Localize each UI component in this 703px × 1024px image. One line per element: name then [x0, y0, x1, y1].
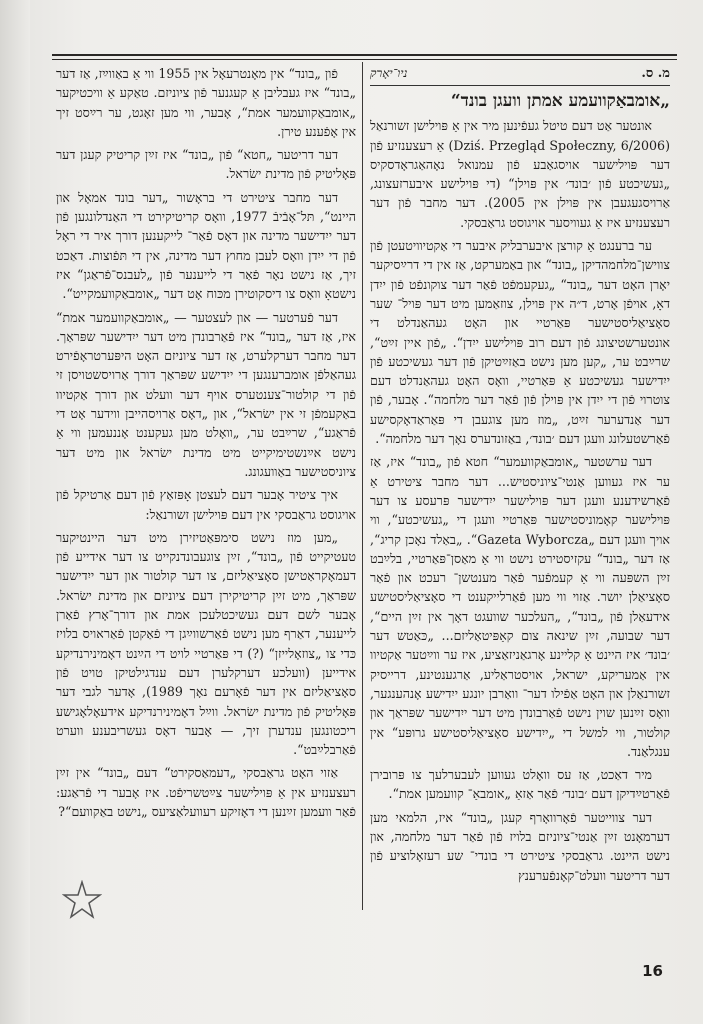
column-divider [362, 62, 363, 910]
header-rule-thin [52, 59, 677, 60]
paragraph: דער מחבר ציטירט די בראָשור „דער בונד אמאָל און היינט“, תּל־אָבֿיבֿ 1977, וואָס קריטיקירט די האַנדלונגען פֿון דער ייִדישער מדינה און דאָס פֿאַר־ לייקענען דורך איר די ראָל פֿון די ייִדן וואָס לעבן מחוץ דער מדינה, אין די תּפֿוצות. דאַכט זיך, אַז נישט נאָר פֿאַר די לייענער פֿון „לעבנס־פֿראַגן“ איז נישטאָ וואָס צו דיסקוטירן מכּוח אָט דער „אומבאַקוועמקייט“. [56, 189, 356, 302]
binding-shadow [0, 0, 30, 1024]
paragraph: אַזוי האָט גראַבסקי „דעמאַסקירט“ דעם „בונד“ אין זײַן רעצענזיע אין אַ פּוילישער צײַטשריפֿט. איז אָבער די פֿראַגע: פֿאַר וועמען זײַנען די דאָזיקע רעוועלאַציעס „נישט באַקוועם“? [56, 765, 356, 819]
paragraph: איך ציטיר אָבער דעם לעצטן אָפּזאַץ פֿון דעם אַרטיקל פֿון אויגוסט גראַבסקי אין דעם פּוילישן זשורנאַל: [56, 487, 356, 522]
paragraph: מיר דאַכט, אַז עס וואָלט געווען לעבערלעך צו פּרובירן פֿאַרטײַדיקן דעם ׳בונד׳ פֿאַר אַזאַ „אומבאַ־ קוועמען אמת“. [370, 767, 670, 802]
page-number: 16 [642, 962, 663, 980]
author: מ. ס. [641, 66, 670, 81]
paragraph: דער צווייטער פֿאָרוואָרף קעגן „בונד“ איז, הלמאי מען דערמאָנט זײַן אַנטי־ציוניזם בלויז פֿון פֿאַר דער מלחמה, און נישט היינט. גראַבסקי ציטירט די בונדי־ שע רעזאָלוציע פֿון דער דריטער וועלט־קאָנפֿערענץ [370, 809, 670, 883]
header-rule [52, 54, 677, 56]
location: ניו־יאָרק [370, 66, 408, 80]
paragraph: דער ערשטער „אומבאַקוועמער“ חטא פֿון „בונד“ איז, אַז ער איז געווען אַנטי־ציוניסטיש... דער מחבר ציטירט אַ פֿאַרשידענע וועגן דער פּוילישער ייִדישער פּרעסע צו דער פּוילישער קאָמוניסטישער פּאַרטיי וועגן די „געשיכטע“, ווי אויך וועגן דעם „Gazeta Wyborcza“. „באַלד נאָכן קריג“, אַז דער „בונד“ עקזיסטירט נישט ווי אַ מאַסן־פּאַרטיי, בלײַבט זײַן השפּעה ווי אַ קעמפֿער פֿאַר מענטשן־ רעכט און פֿאַר סאָציאַלן יושר. אַזוי ווי מען פֿאַרלייקענט די סאָציאַליסטישע אידעאַלן פֿון „בונד“, „העלכער שוועגט דאָך אין זײַן היים“, דער שבועה, זײַן שינאה צום קאַפּיטאַליזם... „כּאַטש דער ׳בונד׳ איז היינט אַ קליינע אָרגאַניזאַציע, איז ער ווײַטער אַקטיוו אין אַמעריקע, ישראל, אויסטראַליע, אַרגענטינע, דרייסיק זשורנאַלן און האָט אַפֿילו דער־ וואַרבן יונגע ייִדישע אָנהענגער, וואָס זײַנען שוין נישט פֿאַרבונדן מיט דער ייִדישער שפּראַך און קולטור, ווי למשל די „ייִדישע סאָציאַליסטישע גרופּע“ אין ענגלאַנד. [370, 454, 670, 759]
left-column [56, 64, 356, 904]
paragraph: דער דריטער „חטא“ פֿון „בונד“ איז זײַן קריטיק קעגן דער פּאָליטיק פֿון מדינת ישׂראל. [56, 147, 356, 182]
paragraph: דער פֿערטער — און לעצטער — „אומבאַקוועמער אמת“ איז, אַז דער „בונד“ איז פֿאַרבונדן מיט דער ייִדישער שפּראַך. דער מחבר דערקלערט, אַז דער ציוניזם האָט היפּערטראָפֿירט געהאַלפֿן אומברענגען די ייִדישע שפּראַך דורך אַרויסשטויסן זי פֿון די קולטור־צענטערס אויף דער וועלט און דורך אַקטיוו באַקעמפֿן זי אין ישׂראל“, און „דאָס אַרויסהייבן ווידער אָט די פֿראַגע“, שרײַבט ער, „וואָלט מען געקענט אָננעמען ווי אַ נישט אײַנשטימיקייט מיט מדינת ישׂראל און מיט דער ציוניסטישער באַוועגונג. [56, 309, 356, 479]
paragraph: פֿון „בונד“ אין מאָנטרעאָל אין 1955 ווי אַ באַווײַז, אַז דער „בונד“ איז געבליבן אַ קעגנער פֿון ציוניזם. טאַקע אַ וויכטיקער „אומבאַקוועמער אמת“, אָבער, ווי מען זאָגט, ער רײַסט זיך אין אָפֿענע טירן. [56, 66, 356, 139]
article-headline: „אומבאַקוועמע אמתן וועגן בונד“ [450, 91, 670, 112]
star-ornament-icon [62, 880, 102, 920]
paragraph: אונטער אַט דעם טיטל געפֿינען מיר אין אַ פּוילישן זשורנאַל (Dziś. Przegląd Społeczny, 6/2006) אַ רעצענזיע פֿון דער פּוילישער אויסגאַבע פֿון עמנואל נאָהאַגראָדסקיס „געשיכטע פֿון ׳בונד׳ אין פּוילן“ (די פּוילישע איבערזעצונג, אַרויסגעגעבן אין פּוילן אין 2005). דער מחבר פֿון דער רעצענזיע איז אַ געוויסער אויגוסט גראַבסקי. [370, 118, 670, 230]
paragraph: „מען מוז נישט סימפּאַטיזירן מיט דער היינטיקער טעטיקייט פֿון „בונד“, זײַן צוגעבונדנקייט צו דער אידייע פֿון דעמאָקראַטישן סאָציאַליזם, צו דער קולטור און דער ייִדישער שפּראַך, מיט זײַן קריטיקירן דעם ציוניזם און מדינת ישׂראל. אָבער לשם דעם געשיכטלעכן אמת און דורך־אָרץ פֿאַרן לייענער, דאַרף מען נישט פֿאַרשווײַגן די פֿאַקטן פֿאַראויס בלויז כּדי צו „צוזאָלייזן“ (?) די פּאַרטיי לויט די הײַנט דאָמינירנדיקע אידייען (וועלכע דערקלערן דעם ענדגילטיקן טויט פֿון סאָציאַליזם אין דער פֿאָרעם נאָך 1989), אָדער לגבי דער פּאָליטיק פֿון מדינת ישׂראל. ווײַל דאָמינירנדיקע אידעאָלאָגישע ריכטונגען ענדערן זיך, — אָבער דאָס געשריבענע ווערט פֿאַרבלײַבט“. [56, 529, 356, 758]
right-column [370, 64, 670, 924]
paragraph: ער ברענגט אַ קורצן איבערבליק איבער די אַקטיוויטעטן פֿון צווישן־מלחמהדיקן „בונד“ און באַמערקט, אַז אין די דרײַסיקער יאָרן האָט דער „בונד“ „געקעמפֿט פֿאַר דער צוקונפֿט פֿון ייִדן דאָ, אויפֿן אָרט, ד״ה אין פּוילן, צוזאַמען מיט דער פּויל־ שער סאָציאַליסטישער פּאַרטיי און האָט געהאַנדלט די אונטערשטיצונג פֿון דעם רוב פּוילישע ייִדן“. „פֿון איין זײַט“, שרײַבט ער, „קען מען נישט באַזײַטיקן פֿון דער געשיכטע פֿון ייִדישער געשיכטע אַ פּאַרטיי, וואָס האָט געהאַנדלט דעם צוטרוי פֿון די ייִדן אין פּוילן פֿון פֿאַר דער מלחמה“. אָבער, פֿון דער אַנדערער זײַט, „מוז מען צוגעבן די פּאַראַדאָקסישע פֿאַרשטעלונג וועגן דעם ׳בונד׳, באַזונדערס נאָך דער מלחמה“. [370, 238, 670, 447]
byline [370, 64, 670, 86]
